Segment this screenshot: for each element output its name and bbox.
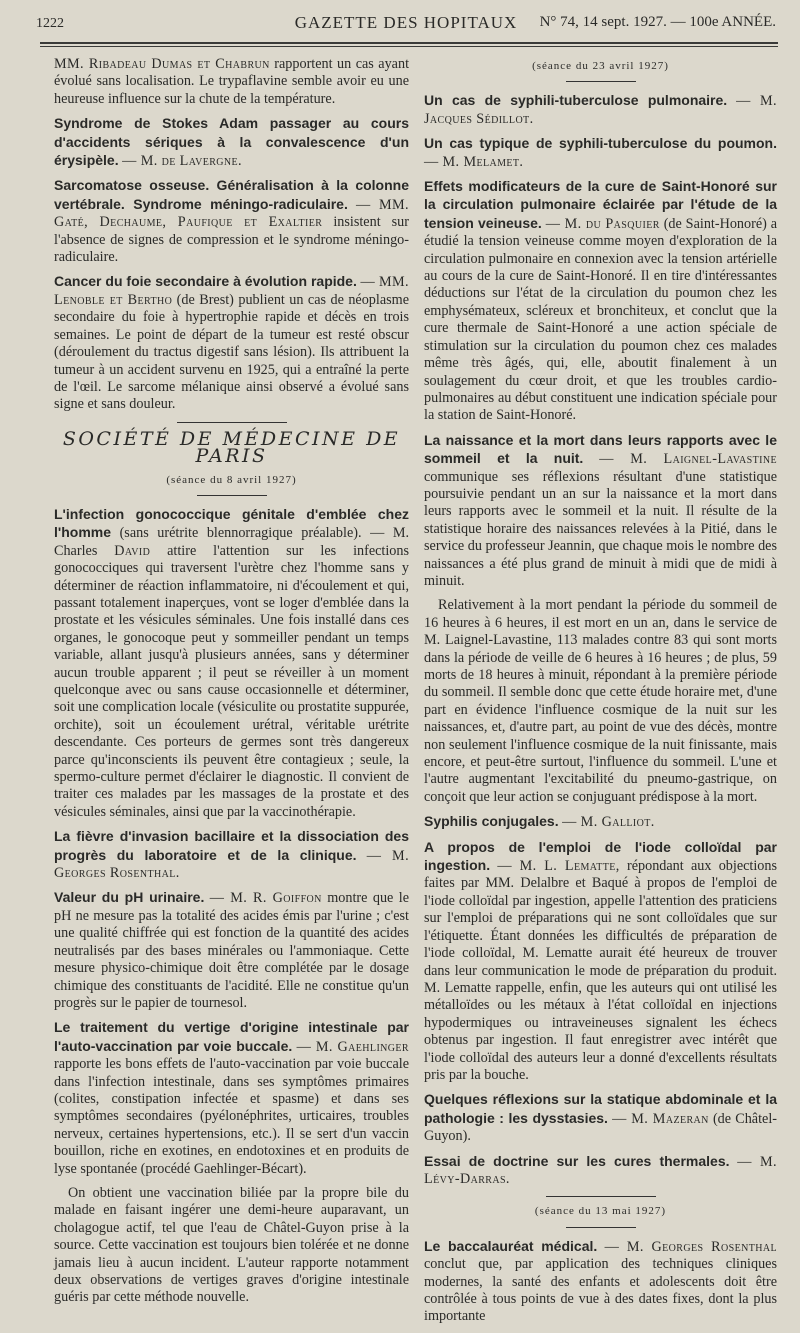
article-text: (de Saint-Honoré) a étudié la tension veineuse comme moyen d'exploration de la circulation pulmonaire en connexion avec la tension artérielle au cours de la cure de Saint-Honoré. Il en tire d'intéressantes déductions sur l'état de la circulation du poumon chez les emphysémateux, scléreux et bronchiteux, et conclut que la cure thermale de Saint-Honoré a une action spéciale de stimulation sur la circulation du poumon chez ces malades même très âgés, qui, elle, aboutit finalement à un soulagement du cœur droit, et que les troubles cardio-pulmonaires au début constituent une indication spéciale pour la station de Saint-Honoré. (424, 215, 778, 424)
article-title: La naissance et la mort dans leurs rapports avec le sommeil et la nuit. (424, 431, 777, 467)
journal-title: GAZETTE DES HOPITAUX (294, 13, 518, 32)
syphilis-conjugales-article (424, 813, 777, 831)
article-author: — M. Jacques Sédillot. (424, 93, 778, 127)
society-heading: SOCIÉTÉ DE MÉDECINE DE PARIS (62, 427, 401, 468)
article-title: La fièvre d'invasion bacillaire et la dissociation des progrès du laboratoire et de la clinique. (54, 828, 409, 863)
ribadeau-paragraph (54, 56, 409, 108)
article-title: Essai de doctrine sur les cures thermales. (424, 1152, 730, 1169)
syphili-article-1 (424, 92, 777, 128)
article-title: Valeur du pH urinaire. (54, 889, 205, 906)
article-text: communique ses réflexions résultant d'une statistique poursuivie pendant un an sur la naissance et la mort dans leurs rapports avec le sommeil et la nuit. Il résulte de la statistique horaire des naissances relevées à la Pitié, dans le service du professeur Jeannin, que chaque mois le nombre des naissances a été plus grand de minuit à midi que de midi à minuit. (424, 468, 777, 589)
article-text: (de Brest) publient un cas de néoplasme secondaire du foie à hypertrophie rapide et décès en trois semaines. Le point de départ de la tumeur est resté obscur (déroulement du tractus digestif sans lésion). Ils attribuent la tumeur à un accident survenu en 1925, qui a entraîné la perte de l'œil. Le sarcome mélanique ainsi observé a évolué sans signe et sans douleur. (54, 291, 409, 413)
seance-date: (séance du 23 avril 1927) (532, 60, 669, 72)
page-number: 1222 (36, 16, 64, 31)
article-author: — MM. Gaté, Dechaume, Paufique et Exaltier (54, 196, 409, 231)
article-author: — M. R. Goiffon (209, 890, 322, 907)
short-divider (197, 495, 267, 496)
article-title: Syphilis conjugales. (424, 813, 559, 830)
article-title: Un cas typique de syphili-tuberculose du poumon. (424, 135, 777, 152)
article-author: — M. Georges Rosenthal. (54, 847, 410, 882)
vertige-article (54, 1019, 409, 1178)
article-text: conclut que, par application des techniques cliniques modernes, la santé des enfants et adolescents doit être contrôlée à tous points de vue à des dates fixes, dont la plus importante (424, 1256, 777, 1325)
article-author: — M. Galliot. (562, 814, 655, 831)
article-author: — M. de Lavergne. (122, 153, 242, 170)
article-text: répondant aux objections faites par MM. Delalbre et Baqué à propos de l'emploi de l'iode colloïdal par ingestion, appelle l'attention des praticiens sur l'emploi de préparations qui ne sont colloïdales que sur l'étiquette. Étant données les difficultés de préparation de l'iode colloïdal, M. Lematte aurait été heureux de trouver dans leur communication le mode de préparation du produit. M. Lematte rappelle, enfin, que les auteurs qui ont utilisé les métalloïdes ou les métaux à l'état colloïdal en injections hypodermiques ou intraveineuses signalent les échecs obtenus par ingestion. Il faut enregistrer avec intérêt que l'iode colloïdal des auteurs leur a donné d'excellents résultats pris par la bouche. (424, 858, 778, 1083)
article-title: Le traitement du vertige d'origine intestinale par l'auto-vaccination par voie buccale. (54, 1019, 409, 1054)
article-text: attire l'attention sur les infections gonococciques qui traversent l'urètre chez l'homme sans y déterminer de réaction inflammatoire, ni d'écoulement et qui, passant totalement inaperçues, vont se loger d'emblée dans la prostate et les vésicules séminales. Une fois installé dans ces organes, le gonocoque peut y sommeiller pendant un temps variable, allant jusqu'à plusieurs années, sans y déterminer aucun trouble apparent ; il peut se réveiller à un moment quelconque avec ou sans cause occasionnelle et déterminer, soit une complication locale (vésiculite ou prostatite suppurée, orchite), soit un écoulement urétral, véritable urétrite descendante. Ces porteurs de germes sont très dangereux parce qu'inconscients ils peuvent être contagieux ; seule, la spermo-culture permet d'éclairer le diagnostic. Il convient de traiter ces malades par les massages de la prostate et des vésicules séminales, ainsi que par la vaccinothérapie. (54, 542, 410, 820)
article-text: (sans urétrite blennorragique préalable). — M. Charles (54, 525, 409, 559)
naissance-paragraph-2: Relativement à la mort pendant la période du sommeil de 16 heures à 6 heures, il est mort en un an, dans le service de M. Laignel-Lavastine, 113 malades contre 83 qui sont morts dans la période de veille de 6 heures à 16 heures ; de plus, 59 morts de 18 heures à minuit, répondant à la première période du sommeil. Il semble donc que cette étude horaire met, d'une part en évidence l'influence cosmique de la nuit sur les naissances, et, d'autre part, au point de vue des décès, montre non seulement l'influence cosmique de la nuit finissante, mais encore, et peut-être surtout, l'influence du sommeil. L'une et l'autre augmentant l'excitabilité du pneumo-gastrique, on conçoit que leur action se conjuguant prédispose à la mort. (424, 597, 777, 805)
baccalaureat-article (424, 1238, 777, 1326)
article-author: — M. Lévy-Darras. (424, 1153, 778, 1187)
article-title: Un cas de syphili-tuberculose pulmonaire. (424, 92, 728, 109)
cancer-article (54, 273, 409, 413)
section-divider (177, 422, 287, 423)
article-title: A propos de l'emploi de l'iode colloïdal par ingestion. (424, 838, 777, 874)
ph-article (54, 889, 409, 1012)
article-author: — M. Georges Rosenthal (604, 1238, 777, 1255)
article-author: — M. Mazeran (612, 1110, 709, 1127)
page-header (36, 13, 776, 37)
effets-article (424, 178, 777, 425)
article-title: Syndrome de Stokes Adam passager au cours d'accidents sériques à la convalescence d'un érysipèle. (54, 115, 409, 169)
article-text: insistent sur l'absence de signes de compression et le syndrome méningo-radiculaire. (54, 214, 409, 266)
naissance-article (424, 432, 777, 591)
stokes-article (54, 115, 409, 170)
article-text: montre que le pH ne mesure pas la totalité des acides émis par l'urine ; c'est une qualité chiffrée qui est fonction de la quantité des acides neutralisés par des bases minérales ou l'ammoniaque. Cette mesure physico-chimique doit être complétée par le dosage chimique des constituants de l'acidité. Elle ne constitue qu'un progrès sur le papier de tournesol. (54, 890, 410, 1011)
article-author: — M. Gaehlinger (296, 1038, 409, 1055)
article-title: L'infection gonococcique génitale d'emblée chez l'homme (54, 505, 409, 541)
seance-date: (séance du 13 mai 1927) (534, 1205, 667, 1218)
gonococcique-article (54, 506, 409, 821)
article-title: Effets modificateurs de la cure de Saint-Honoré sur la circulation pulmonaire éclairée par l'étude de la tension veineuse. (424, 178, 777, 231)
fievre-article (54, 828, 409, 882)
header-rule-thin (40, 46, 778, 47)
article-title: Sarcomatose osseuse. Généralisation à la colonne vertébrale. Syndrome méningo-radiculaire. (54, 177, 409, 212)
article-title: Quelques réflexions sur la statique abdominale et la pathologie : les dysstasies. (424, 1091, 777, 1126)
short-divider (566, 81, 636, 82)
left-column (54, 56, 409, 1314)
article-author: — M. du Pasquier (545, 215, 660, 232)
header-rule (40, 42, 778, 44)
seance-date: (séance du 8 avril 1927) (166, 473, 297, 486)
paragraph-text: rapportent un cas ayant évolué sans localisation. Le trypaflavine semble avoir eu une heureuse influence sur la chute de la température. (54, 56, 410, 107)
article-title: Le baccalauréat médical. (424, 1237, 598, 1254)
right-column (424, 56, 777, 1333)
article-text: (de Châtel-Guyon). (424, 1110, 777, 1145)
issue-info: N° 74, 14 sept. 1927. — 100e ANNÉE. (539, 14, 776, 30)
article-author: — MM. Lenoble et Bertho (54, 274, 410, 308)
sarcomatose-article (54, 177, 409, 266)
short-divider (566, 1227, 636, 1228)
vertige-paragraph-2: On obtient une vaccination biliée par la propre bile du malade en faisant ingérer une demi-heure auparavant, un cholagogue actif, tel que l'eau de Châtel-Guyon prise à la source. Cette vaccination est toujours bien tolérée et ne donne jamais lieu à aucun incident. L'auteur rapporte notamment deux observations de vertiges graves d'origine intestinale guéris par cette méthode nouvelle. (54, 1184, 409, 1306)
article-author: — M. Laignel-Lavastine (599, 451, 778, 468)
article-text: rapporte les bons effets de l'auto-vaccination par voie buccale dans l'infection intestinale, dans ses symptômes primaires (colites, constipation infectée et spasme) et dans ses symptômes secondaires (pyélonéphrites, urticaires, troubles nerveux, certaines hypertensions, etc.). Il se sert d'un vaccin bouillon, riche en exotines, en endotoxines et en produits de lyse spontanée (procédé Gaehlinger-Bécart). (54, 1056, 409, 1177)
article-author: — M. L. Lematte, (497, 858, 620, 875)
iode-article (424, 839, 777, 1085)
article-author: — M. Melamet. (424, 153, 524, 170)
syphili-article-2 (424, 135, 777, 171)
article-author: David (114, 542, 151, 559)
article-title: Cancer du foie secondaire à évolution rapide. (54, 273, 357, 290)
quelques-reflexions-article (424, 1091, 777, 1145)
section-divider (546, 1196, 656, 1197)
essai-article (424, 1153, 777, 1189)
author-names: MM. Ribadeau Dumas et Chabrun (54, 56, 270, 72)
